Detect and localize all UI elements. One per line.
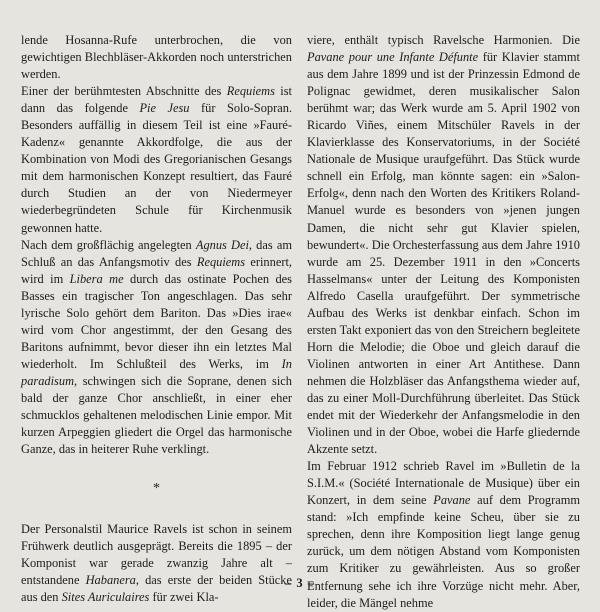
paragraph: Im Februar 1912 schrieb Ravel im »Bulletin de la S.I.M.« (Société Internationale de Musique) über ein Konzert, in dem seine Pavane auf dem Programm stand: »Ich empfinde keine Scheu, über sie zu sprechen, denn ihre Komposition liegt lange genug zurück, um dem nötigen Abstand vom Komponisten zum Kritiker zu gewährleisten. Aus so großer Entfernung sehe ich ihre Vorzüge nicht mehr. Aber, leider, die Mängel nehme: [307, 459, 580, 610]
italic-title: Sites Auriculaires: [61, 590, 150, 605]
paragraph: Nach dem großflächig angelegten Agnus Dei, das am Schluß an das Anfangsmotiv des Requiems erinnert, wird im Libera me durch das ostinate Pochen des Basses ein tragischer Ton angeschlagen. Das sehr lyrische Solo gehört dem Bariton. Das »Dies irae« wird vom Chor angestimmt, der den Gesang des Baritons aufnimmt, bevor dieser ihn ein letztes Mal wiederholt. Im Schlußteil des Werks, im In paradisum, schwingen sich die Soprane, denen sich bald der ganze Chor anschließt, in einer eher schmucklos gehaltenen melodischen Linie empor. Mit kurzen Arpeggien gliedert die Orgel das harmonische Ganze, das in heiterer Ruhe verklingt.: [21, 237, 293, 457]
italic-title: Pavane pour une Infante Défunte: [307, 50, 479, 65]
italic-title: Requiems: [196, 254, 246, 269]
left-column: [21, 32, 292, 606]
section-separator: *: [153, 481, 160, 497]
paragraph: lende Hosanna-Rufe unterbrochen, die von gewichtigen Blechbläser-Akkorden noch unterstrichen werden.: [21, 33, 292, 82]
paragraph: Einer der berühmtesten Abschnitte des Requiems ist dann das folgende Pie Jesu für Solo-Sopran. Besonders auffällig in diesem Teil ist eine »Fauré-Kadenz« genannte Akkordfolge, die aus der Kombination von Modi des Gregorianischen Gesangs mit dem harmonischen Konzept resultiert, das Fauré durch Studien an der von Niedermeyer wiederbegründeten Schule für Kirchenmusik gewonnen hatte.: [21, 84, 293, 235]
page-number: – 3 –: [285, 576, 315, 590]
italic-title: Pie Jesu: [139, 101, 190, 116]
paragraph: viere, enthält typisch Ravelsche Harmonien. Die Pavane pour une Infante Défunte für Klavier stammt aus dem Jahre 1899 und ist der Prinzessin Edmond de Polignac gewidmet, deren musikalischer Salon berühmt war; das Werk wurde am 5. April 1902 von Ricardo Viñes, einem Mitschüler Ravels in der Klavierklasse des Konservatoriums, in der Société Nationale de Musique uraufgeführt. Das Stück wurde schnell ein Erfolg, man könnte sagen: ein »Salon-Erfolg«, denn nach den Worten des Kritikers Roland-Manuel wurde es besonders von »jenen jungen Damen, die nicht sehr gut Klavier spielen, bewundert«. Die Orchesterfassung aus dem Jahre 1910 wurde am 25. Dezember 1911 in den »Concerts Hasselmans« unter der Leitung des Komponisten Alfredo Casella uraufgeführt. Der symmetrische Aufbau des Werks ist denkbar einfach. Schon im ersten Takt exponiert das von den Streichern begleitete Horn die Melodie; die Oboe und gleich darauf die Violinen antworten in einer Art Antithese. Dann nehmen die Holzbläser das Anfangsthema wieder auf, das zu einer Moll-Durchführung überleitet. Das Stück endet mit der Wiederkehr der Anfangsmelodie in den Violinen und in der Oboe, wobei die Harfe gliedernde Akzente setzt.: [307, 33, 580, 457]
italic-title: Requiems: [226, 84, 275, 99]
italic-title: In paradisum: [21, 356, 292, 388]
right-column: [307, 32, 580, 612]
italic-title: Agnus Dei: [195, 237, 249, 252]
italic-title: Habanera: [85, 573, 136, 588]
paragraph: Der Personalstil Maurice Ravels ist schon in seinem Frühwerk deutlich ausgeprägt. Bereits die 1895 – der Komponist war gerade zwanzig Jahre alt – entstandene Habanera, das erste der beiden Stücke aus den Sites Auriculaires für zwei Kla-: [21, 522, 292, 605]
italic-title: Pavane: [433, 493, 471, 508]
italic-title: Libera me: [69, 271, 124, 286]
